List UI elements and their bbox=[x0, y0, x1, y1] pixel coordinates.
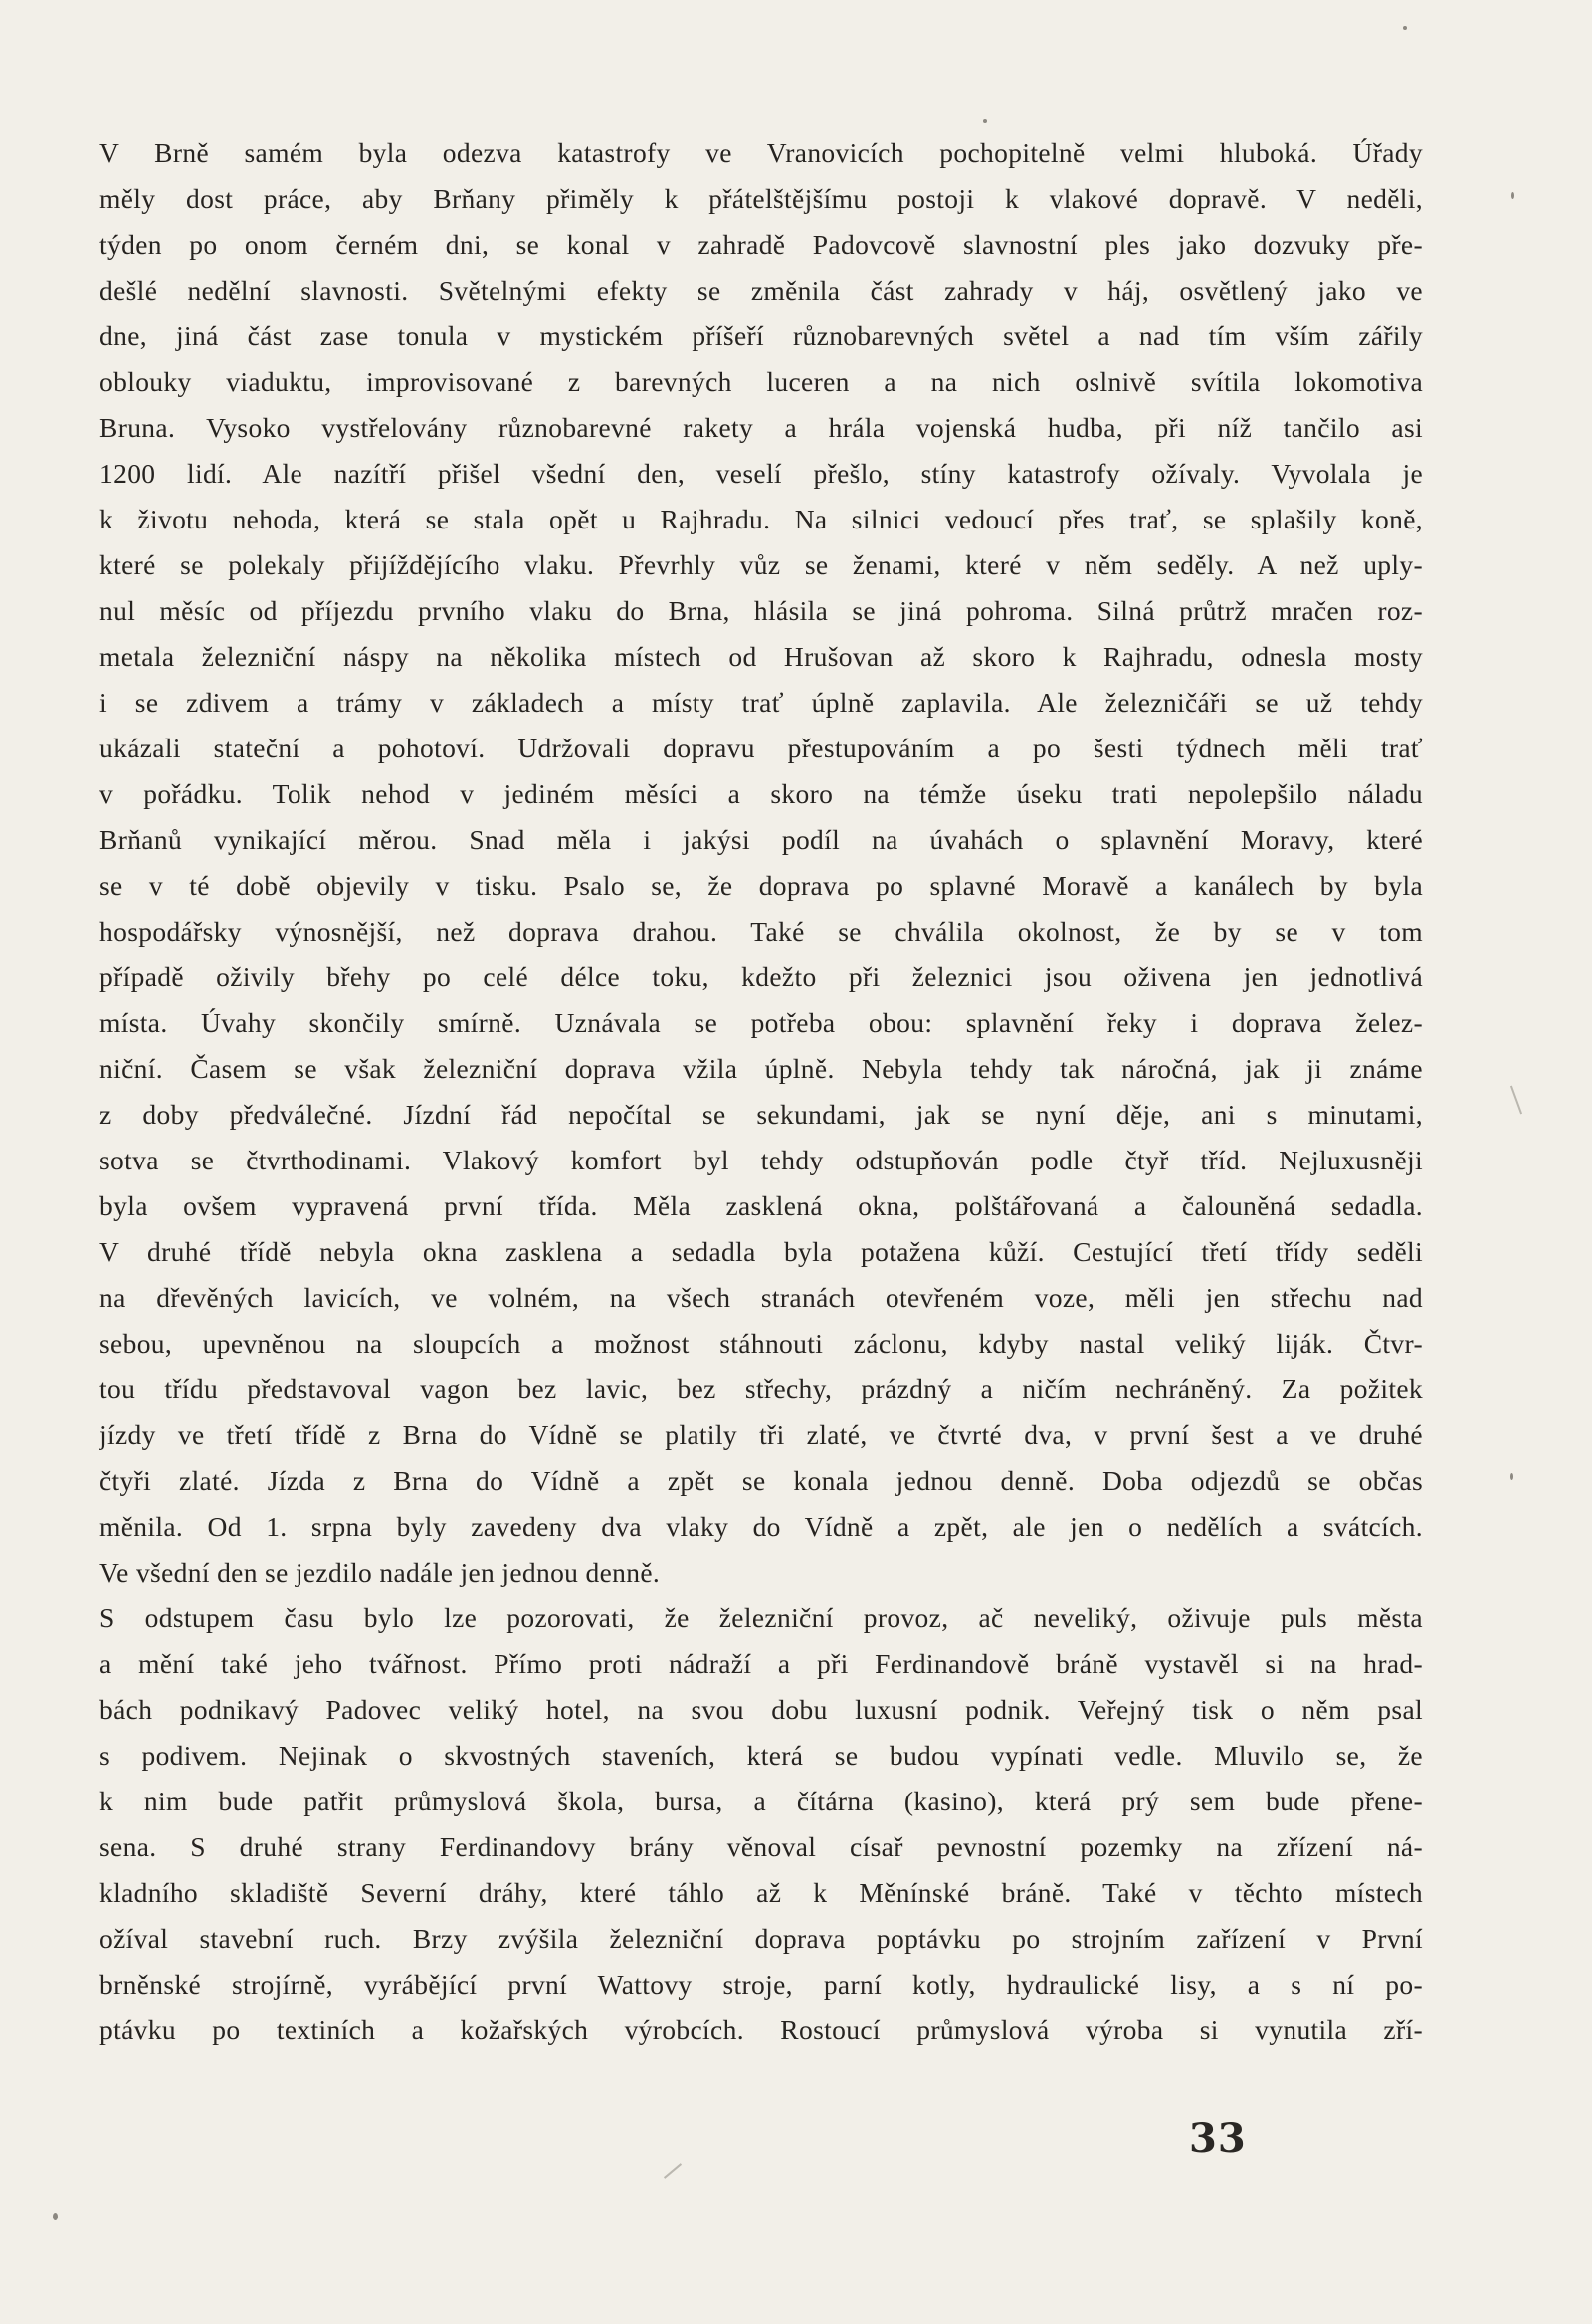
text-line: sotva se čtvrthodinami. Vlakový komfort byl tehdy odstupňován podle čtyř tříd. Nejluxusněji bbox=[100, 1145, 1423, 1175]
text-line: na dřevěných lavicích, ve volném, na všech stranách otevřeném voze, měli jen střechu nad bbox=[100, 1282, 1423, 1313]
text-line: ožíval stavební ruch. Brzy zvýšila železniční doprava poptávku po strojním zařízení v První bbox=[100, 1923, 1423, 1954]
text-line: dešlé nedělní slavnosti. Světelnými efekty se změnila část zahrady v háj, osvětlený jako ve bbox=[100, 275, 1423, 306]
text-line: ptávku po textiních a kožařských výrobcích. Rostoucí průmyslová výroba si vynutila zří- bbox=[100, 2014, 1423, 2045]
paper-speck bbox=[53, 2213, 58, 2220]
text-line: kladního skladiště Severní dráhy, které táhlo až k Měnínské bráně. Také v těchto místech bbox=[100, 1877, 1423, 1908]
text-line: k nim bude patřit průmyslová škola, bursa, a čítárna (kasino), která prý sem bude přene- bbox=[100, 1786, 1423, 1816]
text-line: dne, jiná část zase tonula v mystickém příšeří různobarevných světel a nad tím vším zářily bbox=[100, 320, 1423, 351]
text-line: a mění také jeho tvářnost. Přímo proti nádraží a při Ferdinandově bráně vystavěl si na hrad- bbox=[100, 1648, 1423, 1679]
text-line: V Brně samém byla odezva katastrofy ve Vranovicích pochopitelně velmi hluboká. Úřady bbox=[100, 137, 1423, 168]
text-line: nul měsíc od příjezdu prvního vlaku do Brna, hlásila se jiná pohroma. Silná průtrž mračen roz- bbox=[100, 595, 1423, 626]
text-line: Bruna. Vysoko vystřelovány různobarevné rakety a hrála vojenská hudba, při níž tančilo asi bbox=[100, 412, 1423, 443]
text-line: niční. Časem se však železniční doprava vžila úplně. Nebyla tehdy tak náročná, jak ji známe bbox=[100, 1053, 1423, 1084]
paper-speck bbox=[1511, 192, 1514, 199]
text-line: S odstupem času bylo lze pozorovati, že železniční provoz, ač neveliký, oživuje puls města bbox=[100, 1602, 1423, 1633]
text-line: případě oživily břehy po celé délce toku, kdežto při železnici jsou oživena jen jednotlivá bbox=[100, 961, 1423, 992]
text-line: oblouky viaduktu, improvisované z barevných luceren a na nich oslnivě svítila lokomotiva bbox=[100, 366, 1423, 397]
text-line: týden po onom černém dni, se konal v zahradě Padovcově slavnostní ples jako dozvuky pře- bbox=[100, 229, 1423, 260]
text-line: i se zdivem a trámy v základech a místy trať úplně zaplavila. Ale železničáři se už tehdy bbox=[100, 687, 1423, 718]
paragraph-1 bbox=[100, 130, 1423, 1595]
paper-speck bbox=[1510, 1473, 1513, 1480]
text-line: Brňanů vynikající měrou. Snad měla i jakýsi podíl na úvahách o splavnění Moravy, které bbox=[100, 824, 1423, 855]
text-line: 1200 lidí. Ale nazítří přišel všední den, veselí přešlo, stíny katastrofy ožívaly. Vyvolala je bbox=[100, 458, 1423, 489]
text-line: místa. Úvahy skončily smírně. Uznávala se potřeba obou: splavnění řeky i doprava želez- bbox=[100, 1007, 1423, 1038]
body-text bbox=[100, 130, 1423, 2053]
text-line: hospodářsky výnosnější, než doprava drahou. Také se chválila okolnost, že by se v tom bbox=[100, 916, 1423, 947]
text-line: v pořádku. Tolik nehod v jediném měsíci a skoro na témže úseku trati nepolepšilo náladu bbox=[100, 778, 1423, 809]
text-line: bách podnikavý Padovec veliký hotel, na svou dobu luxusní podnik. Veřejný tisk o něm psal bbox=[100, 1694, 1423, 1725]
text-line: sebou, upevněnou na sloupcích a možnost stáhnouti záclonu, kdyby nastal veliký liják. Čtvr- bbox=[100, 1328, 1423, 1359]
text-line: Ve všední den se jezdilo nadále jen jednou denně. bbox=[100, 1557, 661, 1587]
text-line: s podivem. Nejinak o skvostných staveních, která se budou vypínati vedle. Mluvilo se, že bbox=[100, 1740, 1423, 1771]
text-line: sena. S druhé strany Ferdinandovy brány věnoval císař pevnostní pozemky na zřízení ná- bbox=[100, 1831, 1423, 1862]
text-line: byla ovšem vypravená první třída. Měla zasklená okna, polštářovaná a čalouněná sedadla. bbox=[100, 1190, 1423, 1221]
text-line: ukázali stateční a pohotoví. Udržovali dopravu přestupováním a po šesti týdnech měli trať bbox=[100, 733, 1423, 763]
text-line: tou třídu představoval vagon bez lavic, bez střechy, prázdný a ničím nechráněný. Za požitek bbox=[100, 1373, 1423, 1404]
text-line: k životu nehoda, která se stala opět u Rajhradu. Na silnici vedoucí přes trať, se splašily koně, bbox=[100, 504, 1423, 534]
text-line: měly dost práce, aby Brňany přiměly k přátelštějšímu postoji k vlakové dopravě. V neděli, bbox=[100, 183, 1423, 214]
text-line: které se polekaly přijíždějícího vlaku. Převrhly vůz se ženami, které v něm seděly. A než uply- bbox=[100, 549, 1423, 580]
text-line: metala železniční náspy na několika místech od Hrušovan až skoro k Rajhradu, odnesla mosty bbox=[100, 641, 1423, 672]
paper-speck bbox=[983, 119, 987, 123]
pencil-mark bbox=[1510, 1086, 1522, 1115]
text-line: V druhé třídě nebyla okna zasklena a sedadla byla potažena kůží. Cestující třetí třídy seděli bbox=[100, 1236, 1423, 1267]
pencil-mark bbox=[664, 2163, 682, 2179]
text-line: brněnské strojírně, vyrábějící první Wattovy stroje, parní kotly, hydraulické lisy, a s ní po- bbox=[100, 1969, 1423, 2000]
paragraph-2 bbox=[100, 1595, 1423, 2053]
text-line: čtyři zlaté. Jízda z Brna do Vídně a zpět se konala jednou denně. Doba odjezdů se občas bbox=[100, 1465, 1423, 1496]
text-line: měnila. Od 1. srpna byly zavedeny dva vlaky do Vídně a zpět, ale jen o nedělích a svátcích. bbox=[100, 1511, 1423, 1542]
text-line: z doby předválečné. Jízdní řád nepočítal se sekundami, jak se nyní děje, ani s minutami, bbox=[100, 1099, 1423, 1130]
paper-speck bbox=[1403, 26, 1407, 30]
page-number: 33 bbox=[1189, 2115, 1247, 2162]
text-line: se v té době objevily v tisku. Psalo se, že doprava po splavné Moravě a kanálech by byla bbox=[100, 870, 1423, 901]
text-line: jízdy ve třetí třídě z Brna do Vídně se platily tři zlaté, ve čtvrté dva, v první šest a ve druhé bbox=[100, 1419, 1423, 1450]
